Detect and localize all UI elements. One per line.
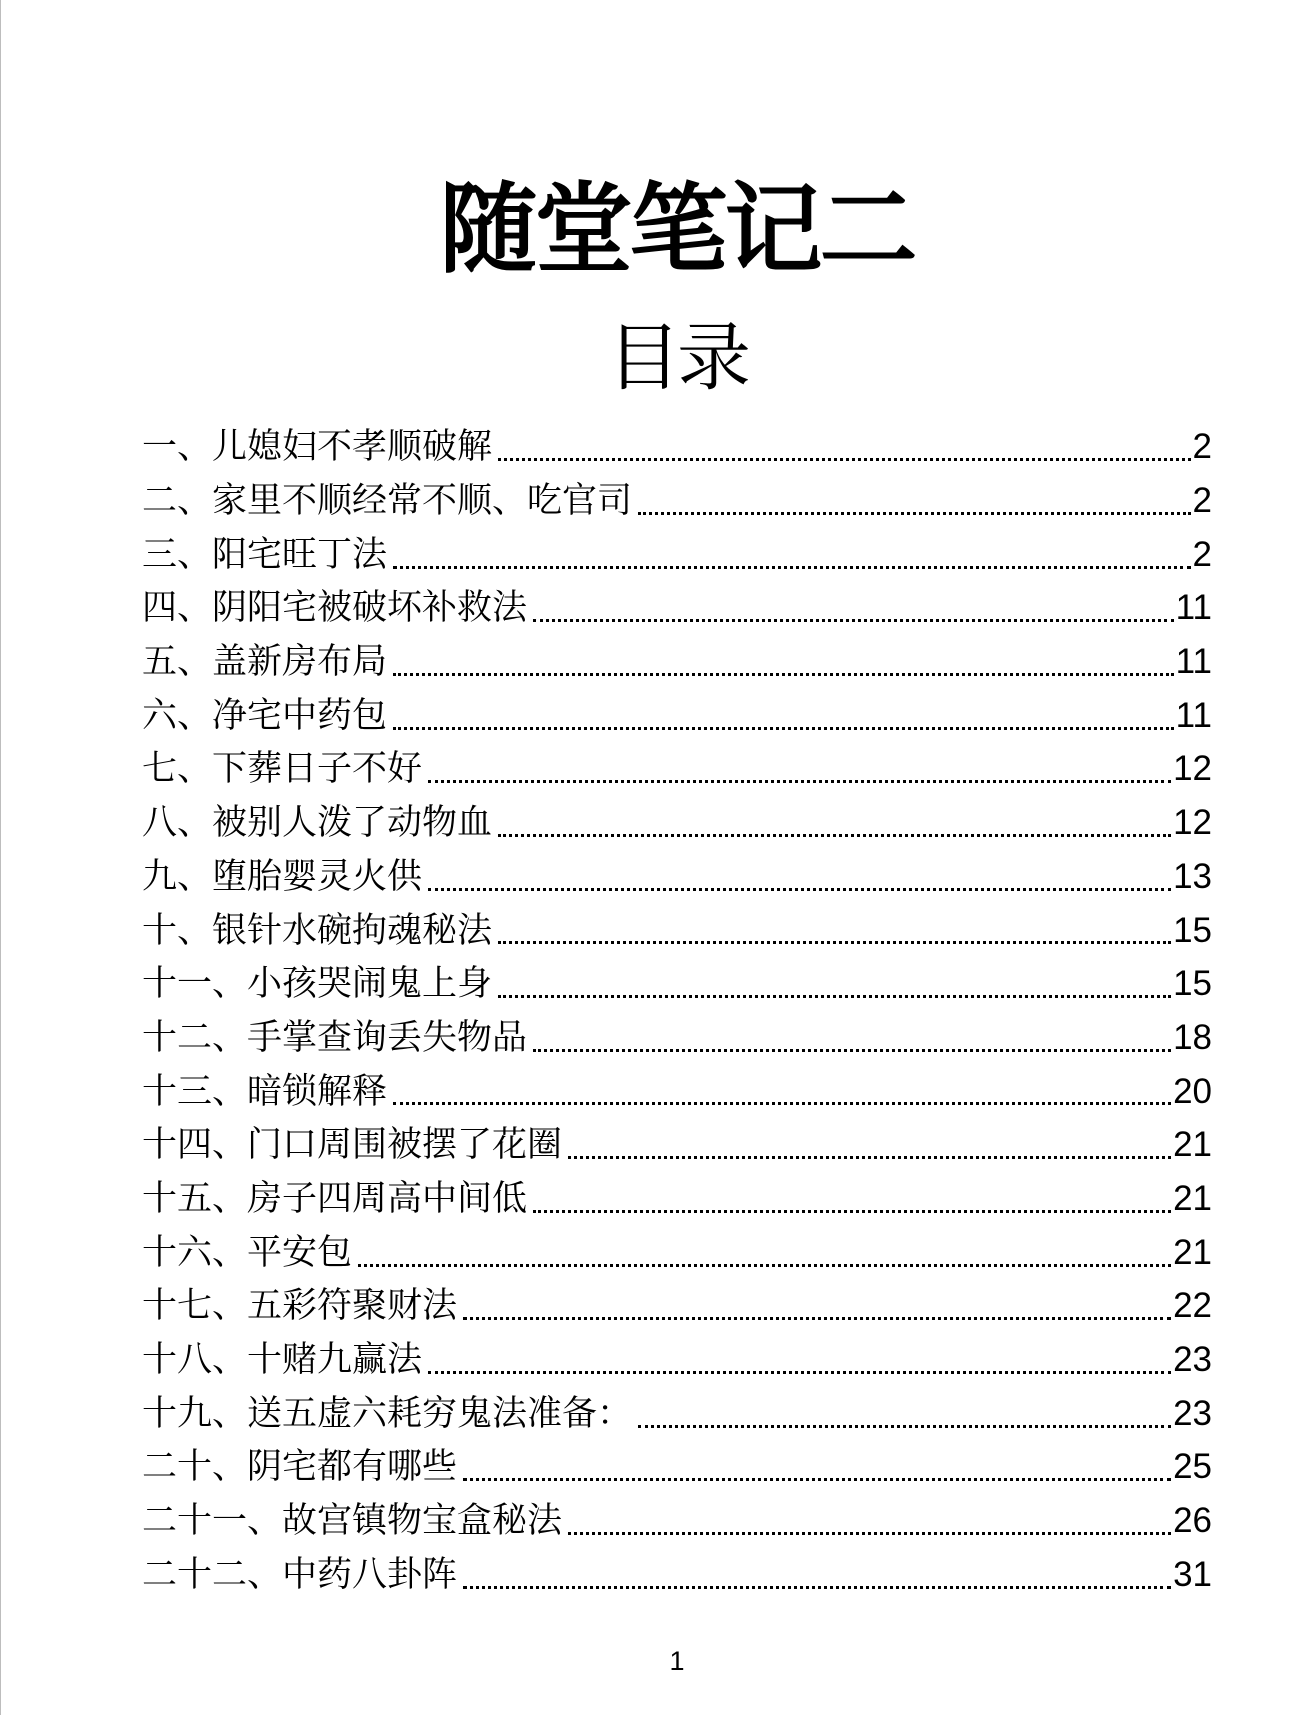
toc-dot-leader <box>393 1102 1171 1105</box>
page-number-footer: 1 <box>669 1646 685 1676</box>
toc-entry-title: 儿媳妇不孝顺破解 <box>212 427 493 467</box>
toc-entry-number: 十八、 <box>142 1340 248 1380</box>
toc-entry-number: 十三、 <box>142 1071 248 1111</box>
toc-entry[interactable] <box>142 1494 1212 1548</box>
toc-entry[interactable] <box>142 1333 1212 1387</box>
toc-entry[interactable] <box>142 1118 1212 1172</box>
toc-entry-page: 15 <box>1173 910 1212 950</box>
toc-entry-title: 银针水碗拘魂秘法 <box>212 910 493 950</box>
toc-dot-leader <box>428 780 1171 783</box>
toc-entry[interactable] <box>142 635 1212 689</box>
toc-entry-number: 二、 <box>142 481 213 521</box>
toc-entry-title: 平安包 <box>247 1232 353 1272</box>
toc-entry[interactable] <box>142 903 1212 957</box>
toc-entry-page: 26 <box>1173 1501 1212 1541</box>
toc-entry[interactable] <box>142 474 1212 528</box>
toc-entry[interactable] <box>142 1386 1212 1440</box>
toc-entry-page: 15 <box>1173 964 1212 1004</box>
toc-entry-number: 十一、 <box>142 964 248 1004</box>
toc-entry[interactable] <box>142 688 1212 742</box>
toc-entry[interactable] <box>142 1440 1212 1494</box>
toc-dot-leader <box>568 1532 1171 1535</box>
toc-entry-page: 18 <box>1173 1017 1212 1057</box>
toc-entry-number: 一、 <box>142 427 213 467</box>
toc-entry-number: 四、 <box>142 588 213 628</box>
toc-dot-leader <box>568 1156 1171 1159</box>
toc-dot-leader <box>428 888 1171 891</box>
toc-entry-page: 31 <box>1173 1554 1212 1594</box>
toc-entry-title: 五彩符聚财法 <box>247 1286 458 1326</box>
toc-entry-page: 25 <box>1173 1447 1212 1487</box>
toc-entry-title: 十赌九赢法 <box>247 1340 423 1380</box>
toc-entry[interactable] <box>142 581 1212 635</box>
toc-entry-page: 21 <box>1173 1178 1212 1218</box>
toc-entry-page: 21 <box>1173 1125 1212 1165</box>
toc-entry-number: 十九、 <box>142 1393 248 1433</box>
toc-entry[interactable] <box>142 1547 1212 1601</box>
toc-entry-page: 23 <box>1173 1340 1212 1380</box>
toc-entry-page: 2 <box>1192 534 1212 574</box>
toc-dot-leader <box>393 673 1174 676</box>
toc-dot-leader <box>498 995 1171 998</box>
toc-entry-title: 暗锁解释 <box>247 1071 388 1111</box>
toc-entry-title: 阴阳宅被破坏补救法 <box>212 588 528 628</box>
toc-entry-page: 11 <box>1175 695 1212 735</box>
toc-entry-title: 故宫镇物宝盒秘法 <box>282 1501 563 1541</box>
toc-entry[interactable] <box>142 1011 1212 1065</box>
toc-dot-leader <box>638 1425 1171 1428</box>
toc-dot-leader <box>428 1371 1171 1374</box>
toc-dot-leader <box>463 1317 1171 1320</box>
toc-entry[interactable] <box>142 1172 1212 1226</box>
page-title: 随堂笔记二 <box>439 174 915 284</box>
toc-entry-page: 2 <box>1192 481 1212 521</box>
toc-entry-number: 十、 <box>142 910 213 950</box>
toc-entry-number: 二十一、 <box>142 1501 283 1541</box>
toc-entry-page: 13 <box>1173 856 1212 896</box>
toc-entry-page: 11 <box>1175 642 1212 682</box>
toc-entry[interactable] <box>142 850 1212 904</box>
toc-dot-leader <box>358 1264 1171 1267</box>
toc-dot-leader <box>393 566 1191 569</box>
toc-entry-title: 送五虚六耗穷鬼法准备： <box>247 1393 633 1433</box>
toc-entry-title: 下葬日子不好 <box>212 749 423 789</box>
toc-entry-title: 堕胎婴灵火供 <box>212 856 423 896</box>
toc-entry-title: 盖新房布局 <box>212 642 388 682</box>
toc-dot-leader <box>533 1049 1171 1052</box>
toc-dot-leader <box>463 1586 1171 1589</box>
toc-entry-page: 12 <box>1173 803 1212 843</box>
toc-entry-title: 小孩哭闹鬼上身 <box>247 964 493 1004</box>
toc-entry-title: 中药八卦阵 <box>282 1554 458 1594</box>
toc-entry-page: 22 <box>1173 1286 1212 1326</box>
toc-entry-number: 十五、 <box>142 1178 248 1218</box>
toc-entry-number: 二十、 <box>142 1447 248 1487</box>
toc-entry[interactable] <box>142 957 1212 1011</box>
toc-entry-number: 三、 <box>142 534 213 574</box>
toc-entry-number: 十四、 <box>142 1125 248 1165</box>
toc-entry-title: 净宅中药包 <box>212 695 388 735</box>
toc-dot-leader <box>463 1478 1171 1481</box>
toc-entry-title: 阴宅都有哪些 <box>247 1447 458 1487</box>
toc-dot-leader <box>498 834 1171 837</box>
toc-entry-number: 五、 <box>142 642 213 682</box>
toc-entry-page: 12 <box>1173 749 1212 789</box>
toc-entry[interactable] <box>142 1225 1212 1279</box>
toc-entry[interactable] <box>142 527 1212 581</box>
toc-heading: 目录 <box>607 318 747 400</box>
toc-entry[interactable] <box>142 1064 1212 1118</box>
toc-dot-leader <box>498 941 1171 944</box>
toc-entry-title: 阳宅旺丁法 <box>212 534 388 574</box>
toc-entry-title: 门口周围被摆了花圈 <box>247 1125 563 1165</box>
toc-entry-title: 房子四周高中间低 <box>247 1178 528 1218</box>
toc-entry-page: 2 <box>1192 427 1212 467</box>
toc-dot-leader <box>498 458 1191 461</box>
toc-entry-number: 九、 <box>142 856 213 896</box>
toc-entry-number: 十六、 <box>142 1232 248 1272</box>
toc-entry-page: 21 <box>1173 1232 1212 1272</box>
toc-entry-number: 八、 <box>142 803 213 843</box>
toc-entry[interactable] <box>142 742 1212 796</box>
toc-dot-leader <box>533 1210 1171 1213</box>
toc-entry-number: 二十二、 <box>142 1554 283 1594</box>
toc-entry-page: 11 <box>1175 588 1212 628</box>
toc-dot-leader <box>393 727 1174 730</box>
toc-dot-leader <box>533 619 1174 622</box>
toc-entry-number: 六、 <box>142 695 213 735</box>
toc-entry-number: 十二、 <box>142 1017 248 1057</box>
toc-dot-leader <box>638 512 1191 515</box>
toc-entry-page: 23 <box>1173 1393 1212 1433</box>
toc-entry-title: 手掌查询丢失物品 <box>247 1017 528 1057</box>
toc-entry-number: 十七、 <box>142 1286 248 1326</box>
toc-entry-page: 20 <box>1173 1071 1212 1111</box>
toc-entry[interactable] <box>142 796 1212 850</box>
toc-entry-title: 家里不顺经常不顺、吃官司 <box>212 481 633 521</box>
toc-entry-title: 被别人泼了动物血 <box>212 803 493 843</box>
toc-list <box>142 396 1212 1601</box>
toc-entry[interactable] <box>142 1279 1212 1333</box>
toc-entry[interactable] <box>142 420 1212 474</box>
toc-entry-number: 七、 <box>142 749 213 789</box>
